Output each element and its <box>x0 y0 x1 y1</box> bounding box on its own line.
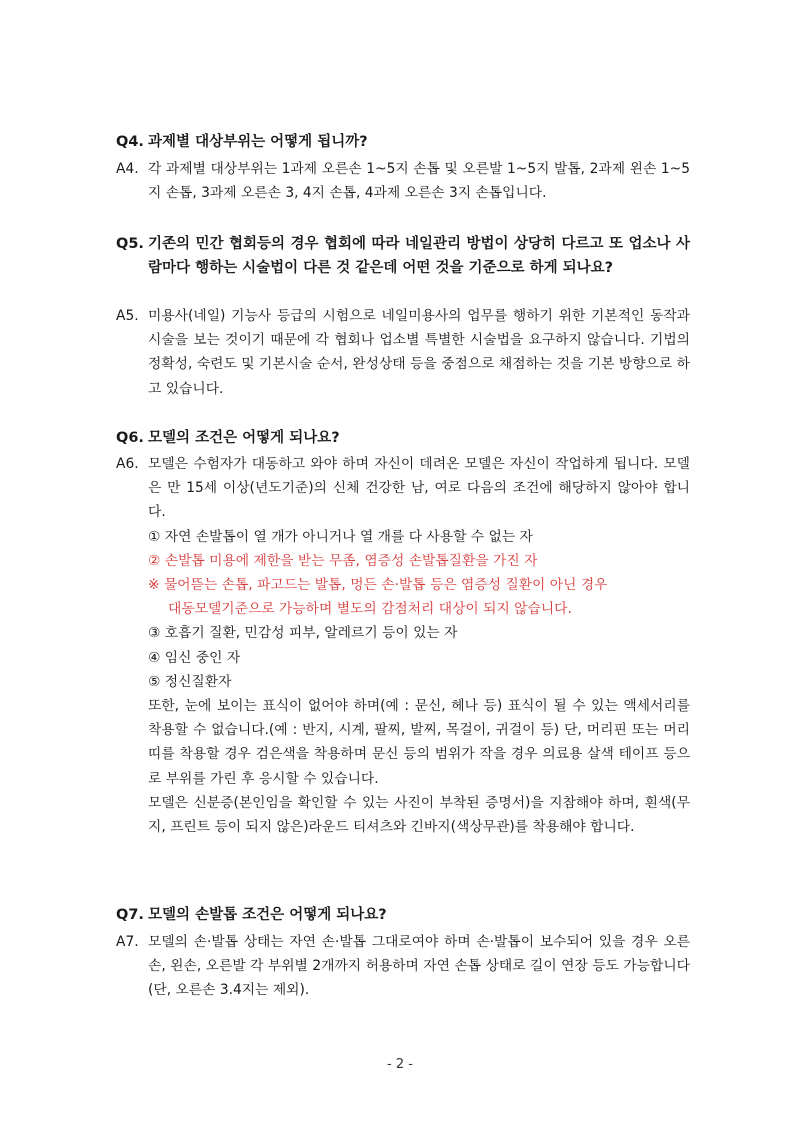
answer-label: A5. <box>116 308 139 324</box>
answer-label: A6. <box>116 456 139 472</box>
answer-text: 각 과제별 대상부위는 1과제 오른손 1~5지 손톱 및 오른발 1~5지 발톱, 2과제 왼손 1~5지 손톱, 3과제 오른손 3, 4지 손톱, 4과제 오른손 3지 손톱입니다. <box>148 161 690 202</box>
answer-a4 <box>116 157 690 205</box>
question-q6 <box>116 426 690 450</box>
answer-a7 <box>116 930 690 1003</box>
question-label: Q4. <box>116 134 144 150</box>
question-label: Q7. <box>116 907 144 923</box>
answer-paragraph-2: 또한, 눈에 보이는 표식이 없어야 하며(예 : 문신, 헤나 등) 표식이 될 수 있는 액세서리를 착용할 수 없습니다.(예 : 반지, 시계, 팔찌, 발찌, 목걸이, 귀걸이 등) 단, 머리핀 또는 머리띠를 착용할 경우 검은색을 착용하며 문신 등의 범위가 작을 경우 의료용 살색 테이프 등으로 부위를 가린 후 응시할 수 있습니다. <box>148 698 690 787</box>
note-line-2: 대동모델기준으로 가능하며 별도의 감점처리 대상이 되지 않습니다. <box>168 601 572 618</box>
question-text: 모델의 손발톱 조건은 어떻게 되나요? <box>148 907 387 923</box>
condition-item-2: ② 손발톱 미용에 제한을 받는 무좀, 염증성 손발톱질환을 가진 자 <box>148 552 538 569</box>
answer-label: A7. <box>116 934 139 950</box>
condition-item-1: ① 자연 손발톱이 열 개가 아니거나 열 개를 다 사용할 수 없는 자 <box>148 528 533 545</box>
answer-intro: 모델은 수험자가 대동하고 와야 하며 자신이 데려온 모델은 자신이 작업하게 됩니다. 모델은 만 15세 이상(년도기준)의 신체 건강한 남, 여로 다음의 조건에 해당하지 않아야 합니다. <box>148 456 690 521</box>
page-number: - 2 - <box>387 1057 413 1072</box>
question-text: 기존의 민간 협회등의 경우 협회에 따라 네일관리 방법이 상당히 다르고 또 업소나 사람마다 행하는 시술법이 다른 것 같은데 어떤 것을 기준으로 하게 되나요? <box>148 236 690 276</box>
answer-text: 미용사(네일) 기능사 등급의 시험으로 네일미용사의 업무를 행하기 위한 기본적인 동작과 시술을 보는 것이기 때문에 각 협회나 업소별 특별한 시술법을 요구하지 않습니다. 기법의 정확성, 숙련도 및 기본시술 순서, 완성상태 등을 중점으로 채점하는 것을 기본 방향으로 하고 있습니다. <box>148 308 690 397</box>
question-q7 <box>116 903 690 927</box>
question-q4 <box>116 130 690 154</box>
question-text: 모델의 조건은 어떻게 되나요? <box>148 430 340 446</box>
answer-paragraph-3: 모델은 신분증(본인임을 확인할 수 있는 사진이 부착된 증명서)을 지참해야 하며, 흰색(무지, 프린트 등이 되지 않은)라운드 티셔츠와 긴바지(색상무관)를 착용해야 합니다. <box>148 794 690 836</box>
condition-note <box>148 573 690 621</box>
answer-a5 <box>116 304 690 401</box>
question-label: Q6. <box>116 430 144 446</box>
note-mark: ※ <box>148 577 160 594</box>
answer-a6 <box>116 452 690 839</box>
note-line-1: 물어뜯는 손톱, 파고드는 발톱, 멍든 손·발톱 등은 염증성 질환이 아닌 경우 <box>163 577 608 594</box>
condition-item-4: ④ 임신 중인 자 <box>148 649 241 666</box>
answer-label: A4. <box>116 161 139 177</box>
answer-text: 모델의 손·발톱 상태는 자연 손·발톱 그대로여야 하며 손·발톱이 보수되어 있을 경우 오른손, 왼손, 오른발 각 부위별 2개까지 허용하며 자연 손톱 상태로 길이 연장 등도 가능합니다(단, 오른손 3.4지는 제외). <box>148 934 690 999</box>
question-label: Q5. <box>116 236 144 252</box>
condition-item-3: ③ 호흡기 질환, 민감성 피부, 알레르기 등이 있는 자 <box>148 625 458 642</box>
condition-item-5: ⑤ 정신질환자 <box>148 673 232 690</box>
question-text: 과제별 대상부위는 어떻게 됩니까? <box>148 134 368 150</box>
question-q5 <box>116 232 690 280</box>
